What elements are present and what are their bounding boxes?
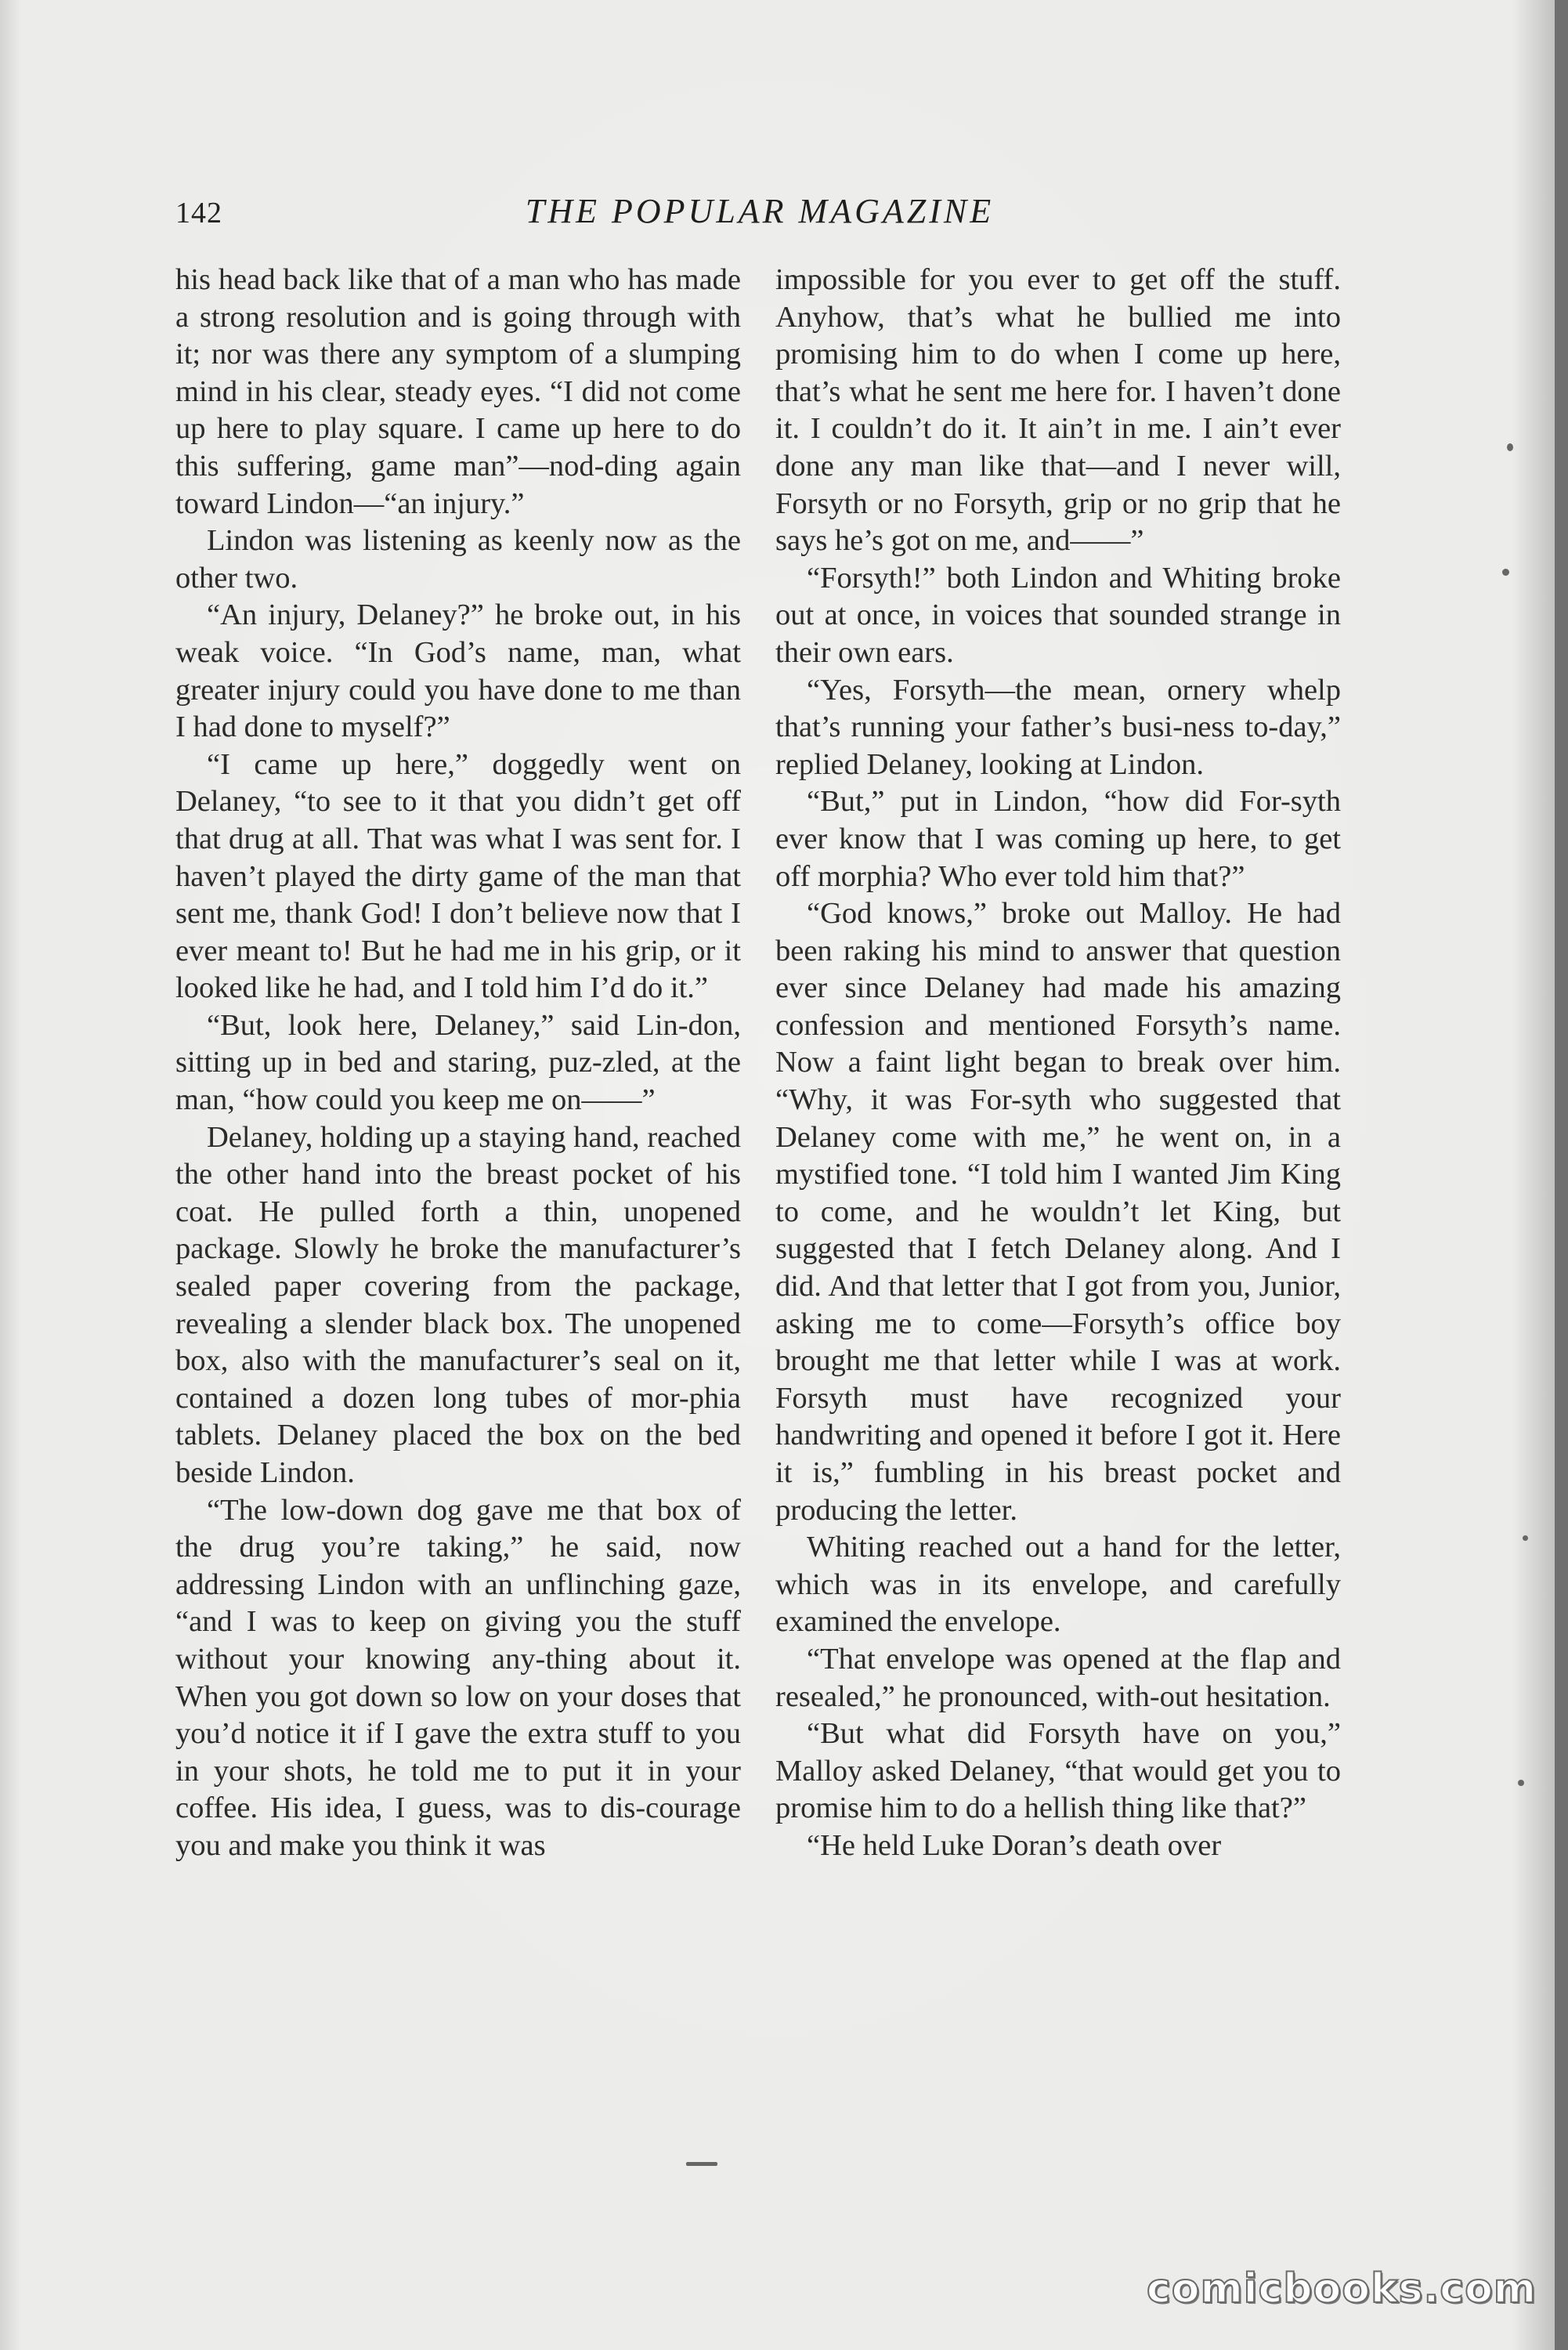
paper-speck [686, 2162, 717, 2166]
page-edge [1555, 0, 1568, 2350]
running-title: THE POPULAR MAGAZINE [525, 192, 995, 230]
paragraph: “But what did Forsyth have on you,” Malloy asked Delaney, “that would get you to promise him to do a hellish thing like that?” [775, 1717, 1341, 1825]
paragraph: “But,” put in Lindon, “how did For-syth ever know that I was coming up here, to get off morphia? Who ever told him that?” [775, 785, 1341, 893]
paper-speck [1507, 443, 1513, 451]
paragraph: his head back like that of a man who has made a strong resolution and is going through with it; nor was there any symptom of a slumping mind in his clear, steady eyes. “I did not come up here to play square. I came up here to do this suffering, game man”—nod-ding again toward Lindon—“an injury.” [175, 263, 741, 520]
paragraph: “I came up here,” doggedly went on Delaney, “to see to it that you didn’t get off that drug at all. That was what I was sent for. I haven’t played the dirty game of the man that sent me, thank God! I don’t believe now that I ever meant to! But he had me in his grip, or it looked like he had, and I told him I’d do it.” [175, 747, 741, 1005]
paper-speck [1518, 1780, 1524, 1786]
paragraph: “Forsyth!” both Lindon and Whiting broke out at once, in voices that sounded strange in their own ears. [775, 561, 1341, 669]
paragraph: Whiting reached out a hand for the letter, which was in its envelope, and carefully examined the envelope. [775, 1531, 1341, 1639]
page-header [157, 190, 1363, 237]
paper-speck [1502, 569, 1509, 576]
paper-speck [1523, 1535, 1528, 1541]
right-column [775, 262, 1341, 1865]
paragraph: “An injury, Delaney?” he broke out, in his weak voice. “In God’s name, man, what greater injury could you have done to me than I had done to myself?” [175, 598, 741, 744]
watermark-logo: comicbooks.com [1146, 2265, 1537, 2312]
paragraph: “Yes, Forsyth—the mean, ornery whelp that’s running your father’s busi-ness to-day,” replied Delaney, looking at Lindon. [775, 673, 1341, 781]
paragraph: “God knows,” broke out Malloy. He had been raking his mind to answer that question ever since Delaney had made his amazing confession and mentioned Forsyth’s name. Now a faint light began to break over him. “Why, it was For-syth who suggested that Delaney come with me,” he went on, in a mystified tone. “I told him I wanted Jim King to come, and he wouldn’t let King, but suggested that I fetch Delaney along. And I did. And that letter that I got from you, Junior, asking me to come—Forsyth’s office boy brought me that letter while I was at work. Forsyth must have recognized your handwriting and opened it before I got it. Here it is,” fumbling in his breast pocket and producing the letter. [775, 897, 1341, 1527]
page-number: 142 [175, 197, 222, 230]
paragraph: Delaney, holding up a staying hand, reached the other hand into the breast pocket of his coat. He pulled forth a thin, unopened package. Slowly he broke the manufacturer’s sealed paper covering from the package, revealing a slender black box. The unopened box, also with the manufacturer’s seal on it, contained a dozen long tubes of mor-phia tablets. Delaney placed the box on the bed beside Lindon. [175, 1120, 741, 1489]
paragraph: Lindon was listening as keenly now as the other two. [175, 524, 741, 595]
paragraph: “The low-down dog gave me that box of the drug you’re taking,” he said, now addressing Lindon with an unflinching gaze, “and I was to keep on giving you the stuff without your knowing any-thing about it. When you got down so low on your doses that you’d notice it if I gave the extra stuff to you in your shots, he told me to put it in your coffee. His idea, I guess, was to dis-courage you and make you think it was [175, 1493, 741, 1862]
paragraph: impossible for you ever to get off the stuff. Anyhow, that’s what he bullied me into promising him to do when I come up here, that’s what he sent me here for. I haven’t done it. I couldn’t do it. It ain’t in me. I ain’t ever done any man like that—and I never will, Forsyth or no Forsyth, grip or no grip that he says he’s got on me, and——” [775, 263, 1341, 558]
paragraph: “That envelope was opened at the flap and resealed,” he pronounced, with-out hesitation. [775, 1642, 1341, 1713]
paragraph: “But, look here, Delaney,” said Lin-don, sitting up in bed and staring, puz-zled, at the man, “how could you keep me on——” [175, 1008, 741, 1117]
paragraph: “He held Luke Doran’s death over [807, 1828, 1222, 1862]
left-column [175, 262, 741, 1865]
